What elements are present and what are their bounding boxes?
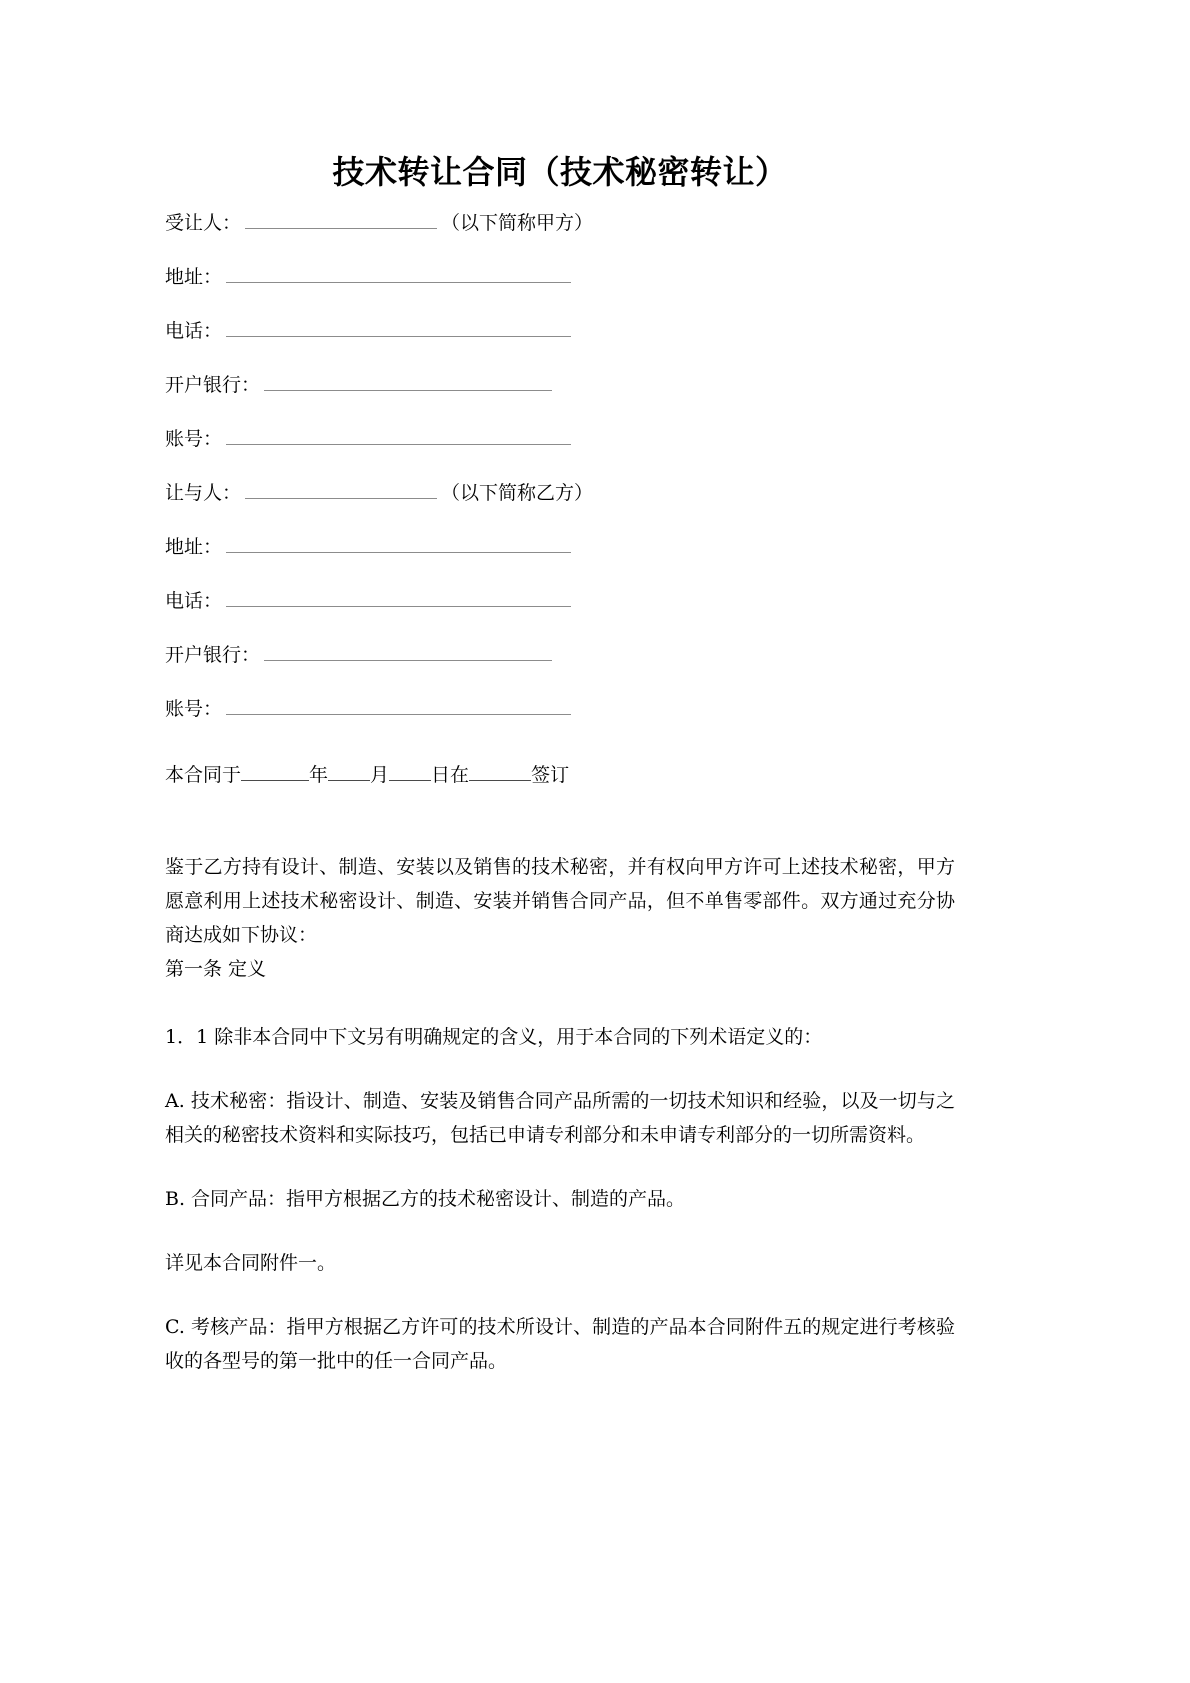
party-b-account-row: [165, 696, 955, 722]
definition-item-a: A. 技术秘密：指设计、制造、安装及销售合同产品所需的一切技术知识和经验，以及一切与之相关的秘密技术资料和实际技巧，包括已申请专利部分和未申请专利部分的一切所需资料。: [165, 1090, 955, 1146]
document-content: [165, 0, 955, 1378]
transferor-label: 让与人：: [165, 482, 242, 504]
party-a-phone-label: 电话：: [165, 320, 223, 342]
party-a-address-input-blank[interactable]: [226, 265, 571, 283]
party-a-account-label: 账号：: [165, 428, 223, 450]
signing-month-blank[interactable]: [328, 763, 370, 781]
transferor-input-blank[interactable]: [245, 481, 437, 499]
party-a-phone-row: [165, 318, 955, 344]
party-a-address-row: [165, 264, 955, 290]
party-b-address-label: 地址：: [165, 536, 223, 558]
transferee-input-blank[interactable]: [245, 211, 437, 229]
party-b-section: [165, 480, 955, 722]
definition-item-c: C. 考核产品：指甲方根据乙方许可的技术所设计、制造的产品本合同附件五的规定进行考核验收的各型号的第一批中的任一合同产品。: [165, 1316, 955, 1372]
definition-item-b: B. 合同产品：指甲方根据乙方的技术秘密设计、制造的产品。: [165, 1188, 686, 1210]
party-b-bank-row: [165, 642, 955, 668]
party-b-account-input-blank[interactable]: [226, 697, 571, 715]
party-b-bank-label: 开户银行：: [165, 644, 261, 666]
party-b-bank-input-blank[interactable]: [264, 643, 552, 661]
party-b-address-input-blank[interactable]: [226, 535, 571, 553]
party-a-bank-label: 开户银行：: [165, 374, 261, 396]
signing-month-unit: 月: [370, 764, 390, 786]
transferee-label: 受让人：: [165, 212, 242, 234]
article-one-heading: 第一条 定义: [165, 958, 267, 980]
party-a-phone-input-blank[interactable]: [226, 319, 571, 337]
party-b-phone-row: [165, 588, 955, 614]
party-b-phone-label: 电话：: [165, 590, 223, 612]
signing-day-unit: 日在: [431, 764, 470, 786]
transferor-row: [165, 480, 955, 506]
signing-place-blank[interactable]: [469, 763, 531, 781]
annex-one-note: 详见本合同附件一。: [165, 1252, 337, 1274]
party-a-bank-row: [165, 372, 955, 398]
party-b-phone-input-blank[interactable]: [226, 589, 571, 607]
party-a-address-label: 地址：: [165, 266, 223, 288]
signing-year-unit: 年: [309, 764, 329, 786]
party-b-address-row: [165, 534, 955, 560]
signing-suffix: 签订: [531, 764, 570, 786]
party-a-account-input-blank[interactable]: [226, 427, 571, 445]
party-a-bank-input-blank[interactable]: [264, 373, 552, 391]
preamble-paragraph: 鉴于乙方持有设计、制造、安装以及销售的技术秘密，并有权向甲方许可上述技术秘密，甲方愿意利用上述技术秘密设计、制造、安装并销售合同产品，但不单售零部件。双方通过充分协商达成如下协议：: [165, 856, 955, 946]
signing-date-line: [165, 762, 955, 788]
signing-prefix: 本合同于: [165, 764, 242, 786]
party-a-section: [165, 210, 955, 452]
transferor-alias-note: （以下简称乙方）: [441, 482, 594, 504]
transferee-alias-note: （以下简称甲方）: [441, 212, 594, 234]
clause-1-1: 1．1 除非本合同中下文另有明确规定的含义，用于本合同的下列术语定义的：: [165, 1026, 823, 1048]
transferee-row: [165, 210, 955, 236]
signing-year-blank[interactable]: [241, 763, 309, 781]
page-title: 技术转让合同（技术秘密转让）: [332, 153, 788, 191]
party-a-account-row: [165, 426, 955, 452]
signing-day-blank[interactable]: [389, 763, 431, 781]
party-b-account-label: 账号：: [165, 698, 223, 720]
